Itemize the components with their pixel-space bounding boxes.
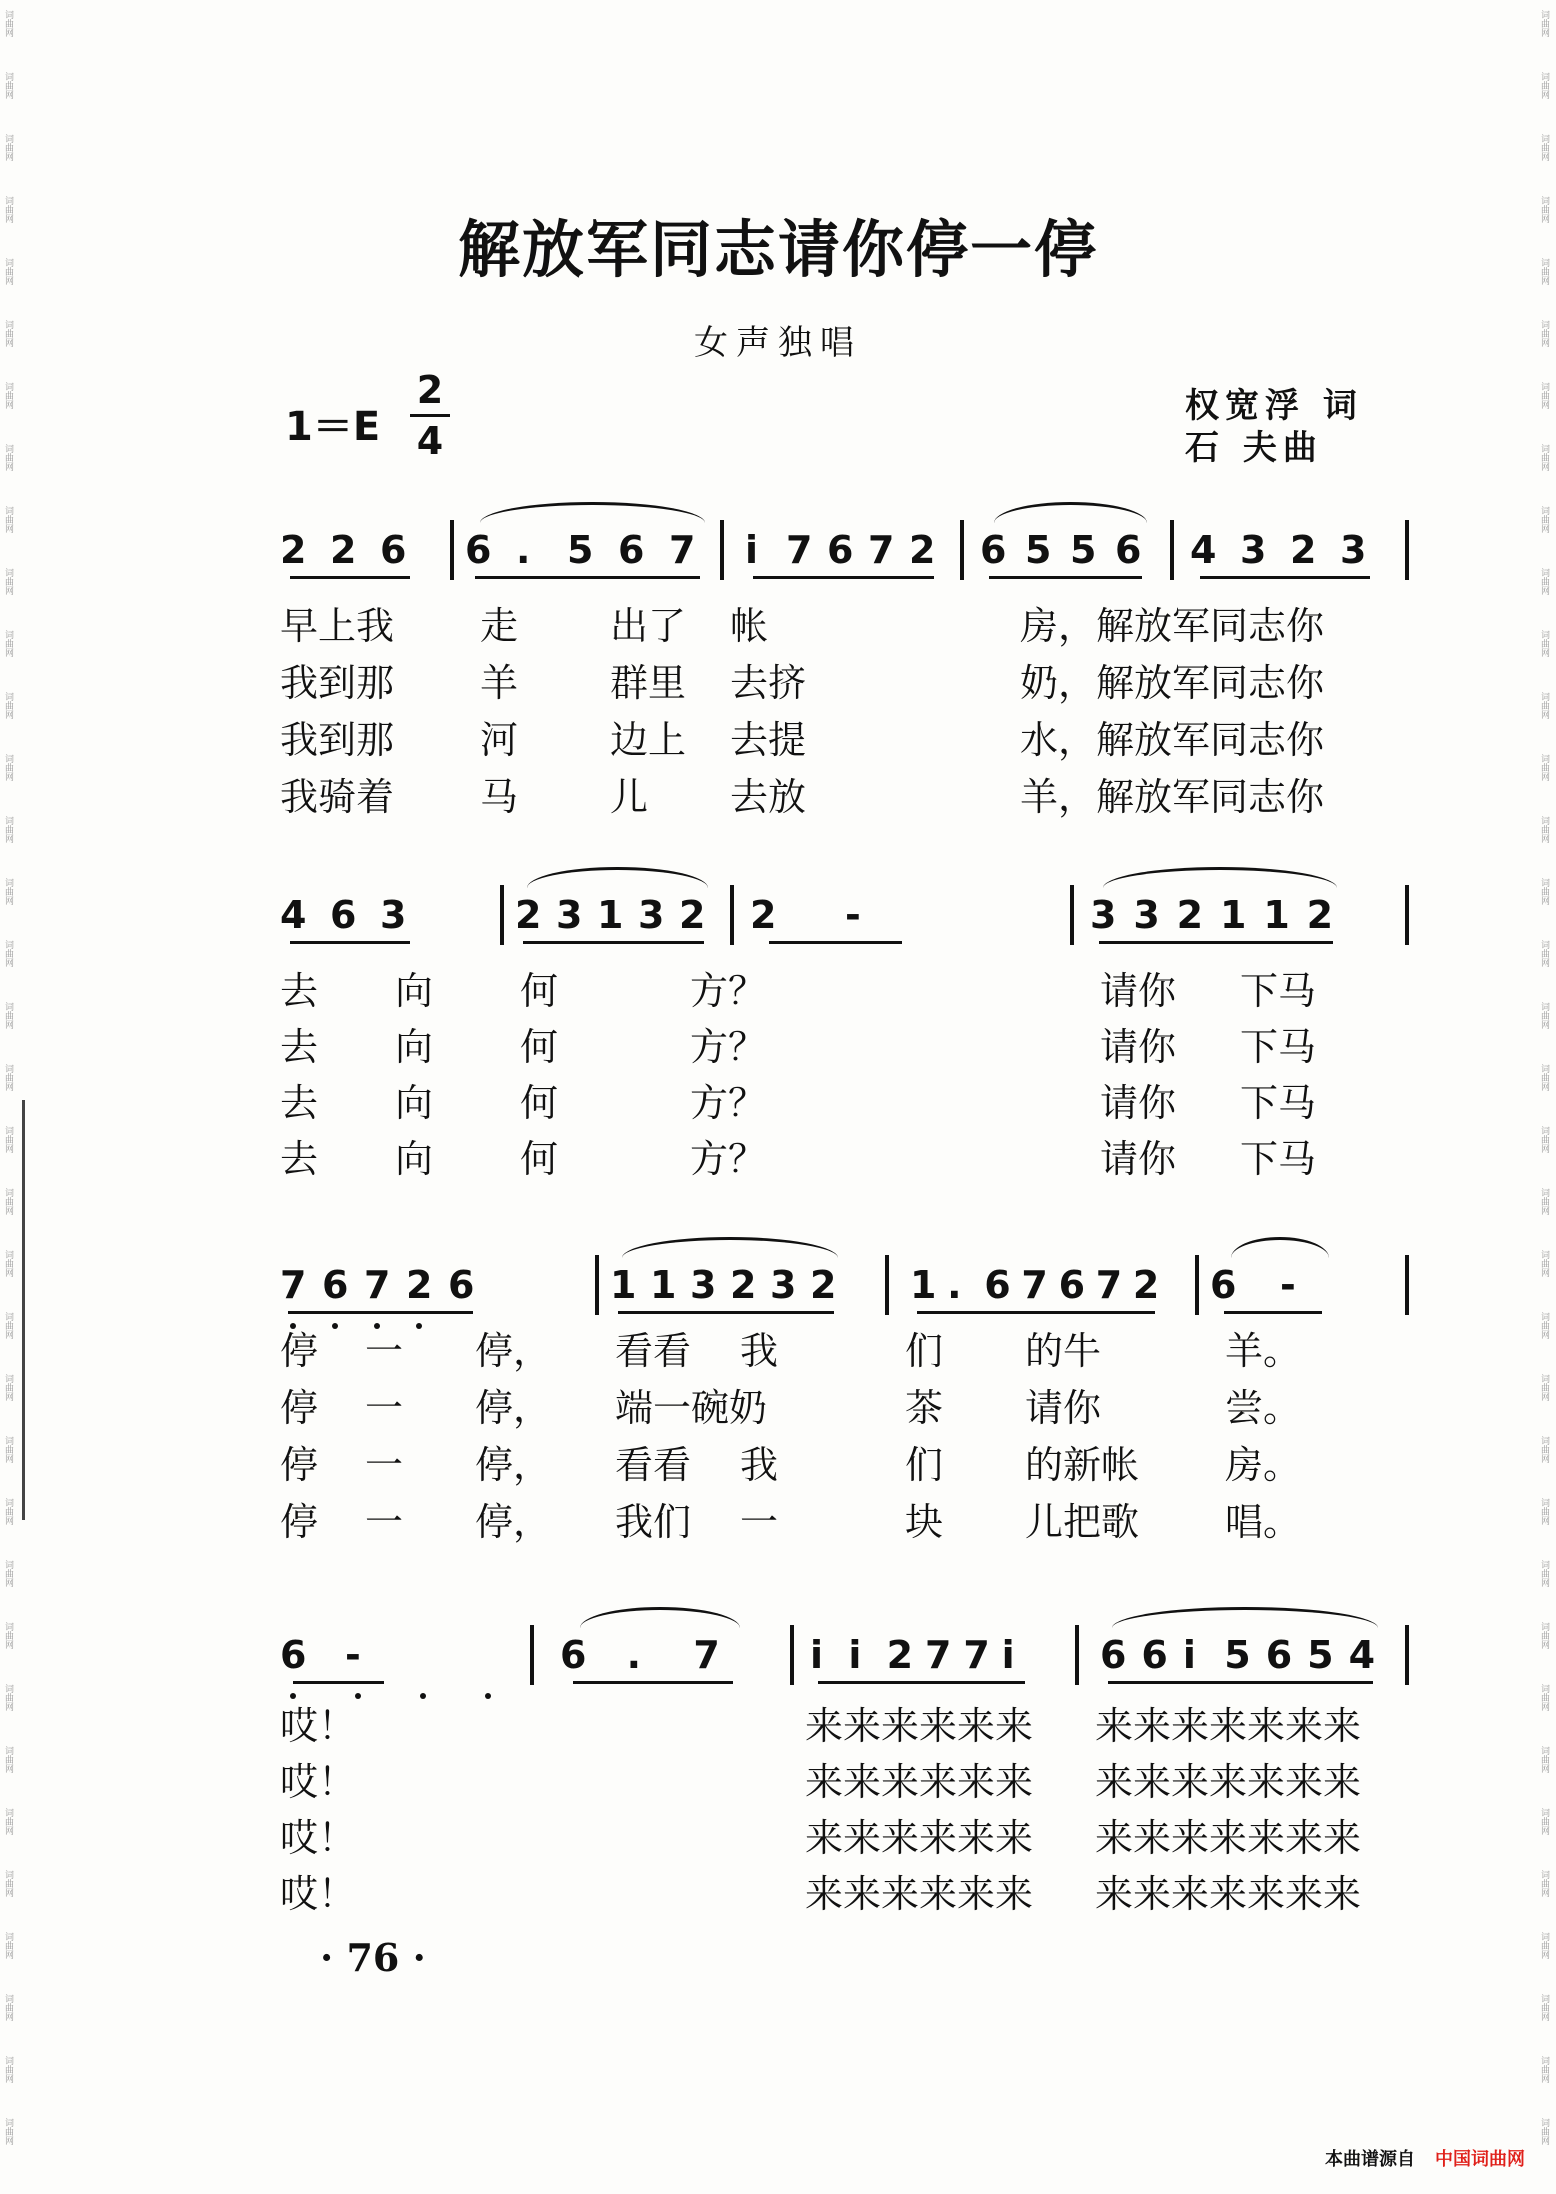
side-watermark-text: 词曲网 (3, 134, 13, 161)
lyric-syllable: 房。 (1225, 1443, 1302, 1487)
note: 2 (1176, 893, 1204, 937)
note: 7 (1095, 1263, 1123, 1307)
note: 5 (1224, 1633, 1251, 1677)
note: - (345, 1633, 361, 1677)
side-watermark-text: 词曲网 (3, 1684, 13, 1711)
barline (1405, 885, 1409, 945)
beam-underline (618, 1311, 834, 1314)
lyric-syllable: 来来来来来来 (805, 1704, 1034, 1748)
note: 5 (1307, 1633, 1334, 1677)
lyric-syllable: 同志你 (1210, 661, 1325, 705)
lyric-syllable: 请你 (1100, 969, 1177, 1013)
note: - (1280, 1263, 1296, 1307)
barline (1195, 1255, 1199, 1315)
beam-underline (1108, 1681, 1373, 1684)
beam-underline (818, 1681, 1025, 1684)
lyric-syllable: 同志你 (1210, 775, 1325, 819)
lyric-syllable: 群里 (610, 661, 687, 705)
lyric-syllable: 羊。 (1225, 1329, 1302, 1373)
side-watermark-text: 词曲网 (1539, 878, 1549, 905)
beam-underline (290, 941, 410, 944)
side-watermark-text: 词曲网 (1539, 2056, 1549, 2083)
side-watermark-text: 词曲网 (1539, 10, 1549, 37)
side-watermark-text: 词曲网 (3, 1126, 13, 1153)
side-watermark-text: 词曲网 (3, 382, 13, 409)
lyric-syllable: 去放 (730, 775, 807, 819)
time-sig-bottom: 4 (416, 419, 444, 463)
note: 6 (1141, 1633, 1168, 1677)
lyric-syllable: 停， (475, 1443, 552, 1487)
side-watermark-text: 词曲网 (1539, 816, 1549, 843)
lyric-syllable: 停 (280, 1329, 319, 1373)
lyric-syllable: 来来来来来来来 (1095, 1816, 1362, 1860)
side-watermark-text: 词曲网 (3, 1498, 13, 1525)
side-watermark-text: 词曲网 (3, 2118, 13, 2145)
lyric-syllable: 向 (395, 1137, 434, 1181)
side-watermark-text: 词曲网 (1539, 1560, 1549, 1587)
side-watermark-text: 词曲网 (3, 1250, 13, 1277)
lyric-syllable: 何 (520, 1025, 559, 1069)
lyric-syllable: 方？ (690, 1137, 767, 1181)
note: 6 (380, 528, 407, 572)
note: 3 (1090, 893, 1117, 937)
side-watermark-text: 词曲网 (1539, 1684, 1549, 1711)
note: 6 (322, 1263, 349, 1307)
note: i (1182, 1633, 1196, 1677)
lyric-syllable: 同志你 (1210, 604, 1325, 648)
barline (1405, 1255, 1409, 1315)
side-watermark-text: 词曲网 (3, 444, 13, 471)
lyric-syllable: 哎！ (280, 1872, 357, 1916)
note: 7 (280, 1263, 307, 1307)
side-watermark-text: 词曲网 (1539, 1932, 1549, 1959)
lyric-syllable: 停 (280, 1443, 319, 1487)
beam-underline (1099, 941, 1333, 944)
note: 4 (1190, 528, 1217, 572)
note: 6 (1265, 1633, 1293, 1677)
side-watermark-text: 词曲网 (3, 940, 13, 967)
note: 3 (556, 893, 583, 937)
barline (1405, 520, 1409, 580)
barline (1070, 885, 1074, 945)
side-watermark-text: 词曲网 (1539, 1126, 1549, 1153)
lyric-syllable: 端一碗奶 (615, 1386, 768, 1430)
side-watermark-text: 词曲网 (3, 1436, 13, 1463)
side-watermark-text: 词曲网 (3, 816, 13, 843)
score-system-2 (280, 885, 1410, 945)
lyric-syllable: 下马 (1240, 1025, 1317, 1069)
note: 2 (330, 528, 357, 572)
note: 6 (1115, 528, 1142, 572)
side-watermark-text: 词曲网 (3, 692, 13, 719)
note: 3 (1133, 893, 1160, 937)
barline (790, 1625, 794, 1685)
lyric-syllable: 来来来来来来来 (1095, 1704, 1362, 1748)
lyric-syllable: 尝。 (1225, 1386, 1302, 1430)
time-signature (410, 368, 450, 463)
lyric-syllable: 向 (395, 1025, 434, 1069)
note: 2 (280, 528, 307, 572)
lyric-syllable: 儿把歌 (1025, 1500, 1140, 1544)
lyric-syllable: 向 (395, 969, 434, 1013)
lyric-syllable: 停， (475, 1329, 552, 1373)
note: 3 (770, 1263, 797, 1307)
note: 6 (1210, 1263, 1237, 1307)
note: 3 (1340, 528, 1367, 572)
note: 4 (1348, 1633, 1376, 1677)
low-octave-dot (420, 1693, 426, 1699)
side-watermark-text: 词曲网 (1539, 1188, 1549, 1215)
barline (595, 1255, 599, 1315)
score-system-3 (280, 1255, 1410, 1315)
side-watermark-text: 词曲网 (3, 1870, 13, 1897)
note: 5 (1070, 528, 1097, 572)
lyric-syllable: 去 (280, 1137, 319, 1181)
lyric-syllable: 来来来来来来 (805, 1872, 1034, 1916)
lyric-syllable: 水，解放军 (1020, 718, 1211, 762)
note: 2 (730, 1263, 757, 1307)
low-octave-dot (485, 1693, 491, 1699)
lyric-syllable: 我 (740, 1329, 779, 1373)
barline (1405, 1625, 1409, 1685)
note: 1 (1220, 893, 1247, 937)
barline (1075, 1625, 1079, 1685)
lyric-syllable: 哎！ (280, 1704, 357, 1748)
lyric-syllable: 去 (280, 1081, 319, 1125)
note: 1 (610, 1263, 637, 1307)
lyric-syllable: 请你 (1025, 1386, 1102, 1430)
note: i (745, 528, 759, 572)
lyric-syllable: 一 (365, 1443, 404, 1487)
note: 7 (925, 1633, 952, 1677)
note: 5 (1025, 528, 1052, 572)
beam-underline (288, 1311, 473, 1314)
lyric-syllable: 停， (475, 1500, 552, 1544)
side-watermark-text: 词曲网 (3, 1994, 13, 2021)
side-watermark-text: 词曲网 (1539, 2118, 1549, 2145)
slur (622, 1237, 838, 1258)
note: 6 (827, 528, 854, 572)
side-watermark-text: 词曲网 (1539, 196, 1549, 223)
score-system-4 (280, 1625, 1410, 1685)
note: - (845, 893, 861, 937)
lyric-syllable: 请你 (1100, 1137, 1177, 1181)
note: 7 (1021, 1263, 1048, 1307)
side-watermark-text: 词曲网 (3, 878, 13, 905)
side-watermark-text: 词曲网 (1539, 1436, 1549, 1463)
note: 6 (618, 528, 645, 572)
side-watermark-text: 词曲网 (1539, 72, 1549, 99)
slur (580, 1607, 740, 1628)
note: 2 (1306, 893, 1334, 937)
beam-underline (523, 941, 703, 944)
page-number: · 76 · (320, 1935, 426, 1980)
lyric-syllable: 帐 (730, 604, 769, 648)
slur (527, 867, 707, 888)
note: 3 (380, 893, 407, 937)
lyric-syllable: 河 (480, 718, 519, 762)
side-watermark-text: 词曲网 (3, 10, 13, 37)
lyric-syllable: 下马 (1240, 1081, 1317, 1125)
note: 2 (515, 893, 542, 937)
slur (480, 502, 704, 523)
lyric-syllable: 去挤 (730, 661, 807, 705)
lyric-syllable: 的新帐 (1025, 1443, 1140, 1487)
note: 6 (980, 528, 1007, 572)
side-watermark-text: 词曲网 (1539, 1374, 1549, 1401)
barline (960, 520, 964, 580)
note: 1 (910, 1263, 937, 1307)
lyric-syllable: 去 (280, 1025, 319, 1069)
beam-underline (989, 576, 1142, 579)
side-watermark-text: 词曲网 (1539, 1870, 1549, 1897)
song-subtitle: 女声独唱 (694, 323, 862, 363)
side-watermark-text: 词曲网 (3, 1188, 13, 1215)
side-watermark-text: 词曲网 (3, 1312, 13, 1339)
barline (730, 885, 734, 945)
side-watermark-text: 词曲网 (1539, 630, 1549, 657)
note: 7 (963, 1633, 990, 1677)
lyric-syllable: 请你 (1100, 1081, 1177, 1125)
barline (885, 1255, 889, 1315)
side-watermark-text: 词曲网 (3, 1746, 13, 1773)
lyric-syllable: 房，解放军 (1020, 604, 1211, 648)
side-watermark-text: 词曲网 (3, 258, 13, 285)
beam-underline (1224, 1311, 1322, 1314)
lyric-syllable: 一 (365, 1386, 404, 1430)
note: i (1001, 1633, 1015, 1677)
note: 2 (679, 893, 706, 937)
note: 6 (465, 528, 492, 572)
lyric-syllable: 同志你 (1210, 718, 1325, 762)
side-watermark-text: 词曲网 (3, 1064, 13, 1091)
lyric-syllable: 的牛 (1025, 1329, 1102, 1373)
barline (530, 1625, 534, 1685)
note: 7 (786, 528, 813, 572)
side-watermark-text: 词曲网 (1539, 1312, 1549, 1339)
lyric-syllable: 出了 (610, 604, 687, 648)
lyric-syllable: 停 (280, 1500, 319, 1544)
lyric-syllable: 何 (520, 1137, 559, 1181)
lyric-syllable: 块 (905, 1500, 944, 1544)
beam-underline (769, 941, 902, 944)
note: 3 (690, 1263, 717, 1307)
key-signature: 1＝E (285, 404, 381, 450)
side-watermark-text: 词曲网 (1539, 1746, 1549, 1773)
barline (500, 885, 504, 945)
note: 4 (280, 893, 307, 937)
note: . (947, 1263, 962, 1307)
side-watermark-text: 词曲网 (1539, 568, 1549, 595)
barline (720, 520, 724, 580)
slur (1112, 1607, 1377, 1628)
lyric-syllable: 去提 (730, 718, 807, 762)
lyric-syllable: 来来来来来来 (805, 1816, 1034, 1860)
barline (1170, 520, 1174, 580)
lyric-syllable: 何 (520, 969, 559, 1013)
side-watermark-text: 词曲网 (3, 1932, 13, 1959)
lyric-syllable: 儿 (610, 775, 649, 819)
note: . (516, 528, 531, 572)
lyric-syllable: 茶 (905, 1386, 944, 1430)
note: 1 (597, 893, 624, 937)
beam-underline (293, 1681, 384, 1684)
lyric-syllable: 我骑着 (280, 775, 395, 819)
lyric-syllable: 奶，解放军 (1020, 661, 1211, 705)
lyric-syllable: 早上我 (280, 604, 395, 648)
note: 2 (909, 528, 936, 572)
time-sig-top: 2 (416, 368, 444, 412)
lyric-syllable: 停， (475, 1386, 552, 1430)
note: 3 (638, 893, 665, 937)
lyric-syllable: 方？ (690, 969, 767, 1013)
side-watermark-text: 词曲网 (1539, 1064, 1549, 1091)
lyric-syllable: 我到那 (280, 661, 395, 705)
side-watermark-text: 词曲网 (3, 320, 13, 347)
note: 3 (1240, 528, 1267, 572)
side-watermark-text: 词曲网 (3, 1560, 13, 1587)
lyric-syllable: 来来来来来来来 (1095, 1872, 1362, 1916)
side-watermark-text: 词曲网 (1539, 1250, 1549, 1277)
side-watermark-text: 词曲网 (3, 72, 13, 99)
side-watermark-text: 词曲网 (3, 1622, 13, 1649)
note: 2 (1132, 1263, 1160, 1307)
note: 7 (364, 1263, 391, 1307)
lyric-syllable: 何 (520, 1081, 559, 1125)
lyric-syllable: 羊，解放军 (1020, 775, 1211, 819)
side-watermark-text: 词曲网 (3, 1374, 13, 1401)
side-watermark-text: 词曲网 (3, 1808, 13, 1835)
beam-underline (573, 1681, 733, 1684)
beam-underline (1200, 576, 1370, 579)
side-watermark-text: 词曲网 (1539, 1994, 1549, 2021)
scan-edge-line (22, 1100, 25, 1520)
footer-source-label: 本曲谱源自 (1325, 2149, 1415, 2170)
lyric-syllable: 向 (395, 1081, 434, 1125)
side-watermark-text: 词曲网 (1539, 134, 1549, 161)
song-title: 解放军同志请你停一停 (457, 213, 1098, 286)
lyric-syllable: 马 (480, 775, 519, 819)
lyric-syllable: 走 (480, 604, 519, 648)
side-watermark-text: 词曲网 (1539, 258, 1549, 285)
lyric-syllable: 看看 (615, 1443, 692, 1487)
side-watermark-text: 词曲网 (1539, 692, 1549, 719)
lyric-syllable: 我到那 (280, 718, 395, 762)
lyric-syllable: 去 (280, 969, 319, 1013)
note: 6 (330, 893, 357, 937)
note: 2 (886, 1633, 914, 1677)
side-watermark-text: 词曲网 (3, 506, 13, 533)
note: . (626, 1633, 642, 1677)
side-watermark-text: 词曲网 (3, 630, 13, 657)
slur (1231, 1237, 1329, 1258)
lyric-syllable: 我们 (615, 1500, 692, 1544)
lyric-syllable: 一 (365, 1500, 404, 1544)
side-watermark-text: 词曲网 (1539, 1622, 1549, 1649)
side-watermark-text: 词曲网 (3, 196, 13, 223)
beam-underline (917, 1311, 1155, 1314)
note: 5 (567, 528, 594, 572)
lyric-syllable: 一 (740, 1500, 779, 1544)
lyric-syllable: 方？ (690, 1025, 767, 1069)
side-watermark-text: 词曲网 (1539, 1498, 1549, 1525)
lyric-syllable: 唱。 (1225, 1500, 1302, 1544)
note: 6 (984, 1263, 1011, 1307)
side-watermark-text: 词曲网 (3, 754, 13, 781)
side-watermark-text: 词曲网 (1539, 1808, 1549, 1835)
note: 7 (669, 528, 696, 572)
lyric-syllable: 我 (740, 1443, 779, 1487)
side-watermark-text: 词曲网 (3, 1002, 13, 1029)
score-system-1 (280, 520, 1410, 580)
barline (450, 520, 454, 580)
note: 2 (1290, 528, 1317, 572)
lyric-syllable: 停 (280, 1386, 319, 1430)
note: 6 (280, 1633, 307, 1677)
low-octave-dot (332, 1323, 338, 1329)
lyric-syllable: 羊 (480, 661, 519, 705)
side-watermark-text: 词曲网 (1539, 1002, 1549, 1029)
note: i (810, 1633, 824, 1677)
lyric-syllable: 下马 (1240, 969, 1317, 1013)
lyricist-credit: 权宽浮 词 (1185, 386, 1363, 426)
note: 6 (1100, 1633, 1127, 1677)
note: i (848, 1633, 862, 1677)
note: 2 (750, 893, 777, 937)
side-watermark-text: 词曲网 (1539, 940, 1549, 967)
lyric-syllable: 来来来来来来来 (1095, 1760, 1362, 1804)
side-watermark-text: 词曲网 (1539, 320, 1549, 347)
side-watermark-text: 词曲网 (1539, 754, 1549, 781)
lyric-syllable: 看看 (615, 1329, 692, 1373)
lyric-syllable: 边上 (610, 718, 687, 762)
side-watermark-text: 词曲网 (1539, 506, 1549, 533)
lyric-syllable: 们 (905, 1329, 944, 1373)
side-watermark-text: 词曲网 (1539, 444, 1549, 471)
footer-site-name: 中国词曲网 (1435, 2149, 1525, 2170)
beam-underline (753, 576, 933, 579)
note: 7 (693, 1633, 720, 1677)
slur (994, 502, 1147, 523)
lyric-syllable: 方？ (690, 1081, 767, 1125)
slur (1103, 867, 1337, 888)
side-watermark-text: 词曲网 (3, 568, 13, 595)
lyric-syllable: 请你 (1100, 1025, 1177, 1069)
note: 6 (448, 1263, 475, 1307)
beam-underline (290, 576, 410, 579)
low-octave-dot (416, 1323, 422, 1329)
lyric-syllable: 下马 (1240, 1137, 1317, 1181)
note: 6 (1058, 1263, 1086, 1307)
note: 1 (650, 1263, 677, 1307)
note: 2 (810, 1263, 837, 1307)
side-watermark-text: 词曲网 (1539, 382, 1549, 409)
note: 2 (406, 1263, 433, 1307)
note: 1 (1263, 893, 1290, 937)
beam-underline (475, 576, 699, 579)
lyric-syllable: 们 (905, 1443, 944, 1487)
composer-credit: 石 夫曲 (1185, 428, 1323, 468)
side-watermark-text: 词曲网 (3, 2056, 13, 2083)
note: 7 (868, 528, 895, 572)
lyric-syllable: 一 (365, 1329, 404, 1373)
lyric-syllable: 哎！ (280, 1816, 357, 1860)
lyric-syllable: 来来来来来来 (805, 1760, 1034, 1804)
note: 6 (560, 1633, 587, 1677)
lyric-syllable: 哎！ (280, 1760, 357, 1804)
